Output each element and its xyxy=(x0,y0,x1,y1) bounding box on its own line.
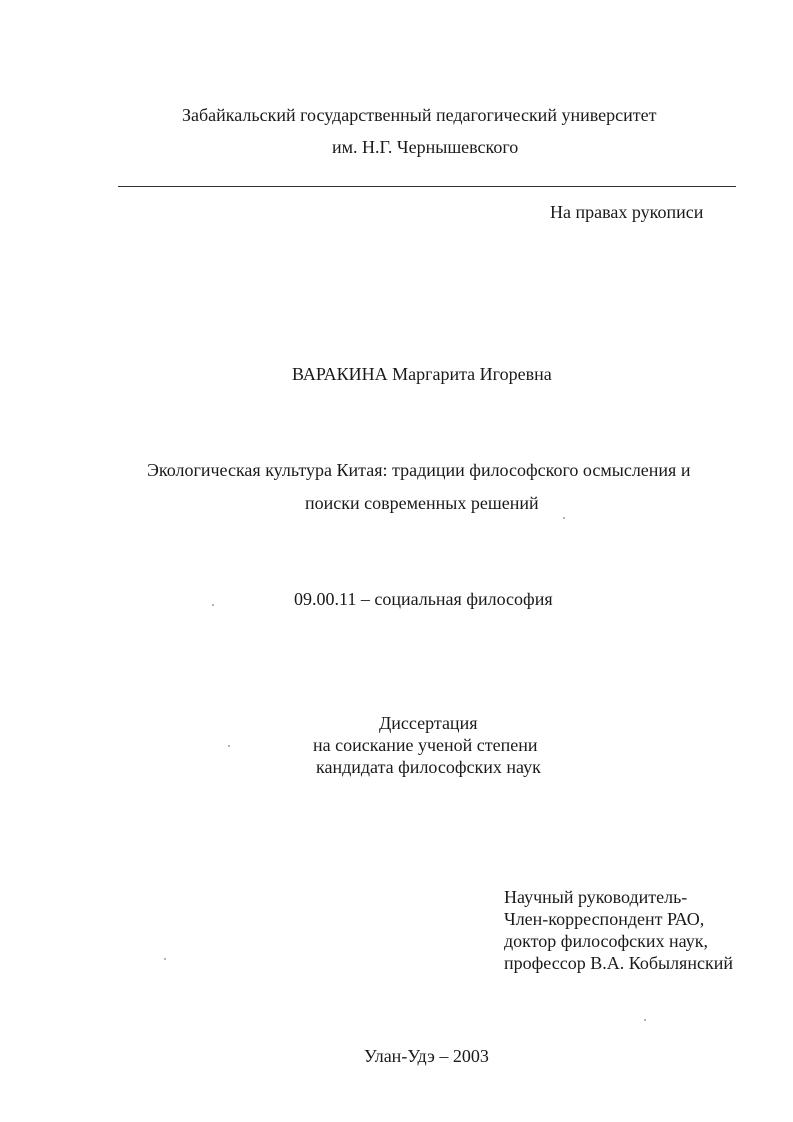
specialty-code: 09.00.11 – социальная философия xyxy=(294,589,553,609)
scan-speck xyxy=(228,745,230,747)
scan-speck xyxy=(164,958,166,960)
scan-speck xyxy=(644,1019,646,1021)
degree-line-3: кандидата философских наук xyxy=(316,757,541,777)
author-name: ВАРАКИНА Маргарита Игоревна xyxy=(292,364,552,384)
degree-line-2: на соискание ученой степени xyxy=(313,735,538,755)
supervisor-line-2: Член-корреспондент РАО, xyxy=(504,909,705,929)
dissertation-title-line-2: поиски современных решений xyxy=(305,493,539,513)
supervisor-line-3: доктор философских наук, xyxy=(504,931,708,951)
university-named-after: им. Н.Г. Чернышевского xyxy=(332,137,519,157)
university-name: Забайкальский государственный педагогический университет xyxy=(182,105,657,125)
scan-speck xyxy=(563,517,565,519)
place-and-year: Улан-Удэ – 2003 xyxy=(364,1046,489,1066)
scan-speck xyxy=(212,604,214,606)
manuscript-note: На правах рукописи xyxy=(550,202,704,222)
supervisor-line-1: Научный руководитель- xyxy=(504,887,688,907)
header-divider xyxy=(118,186,736,187)
dissertation-title-line-1: Экологическая культура Китая: традиции философского осмысления и xyxy=(147,460,691,480)
supervisor-line-4: профессор В.А. Кобылянский xyxy=(504,953,733,973)
degree-line-1: Диссертация xyxy=(379,713,478,733)
